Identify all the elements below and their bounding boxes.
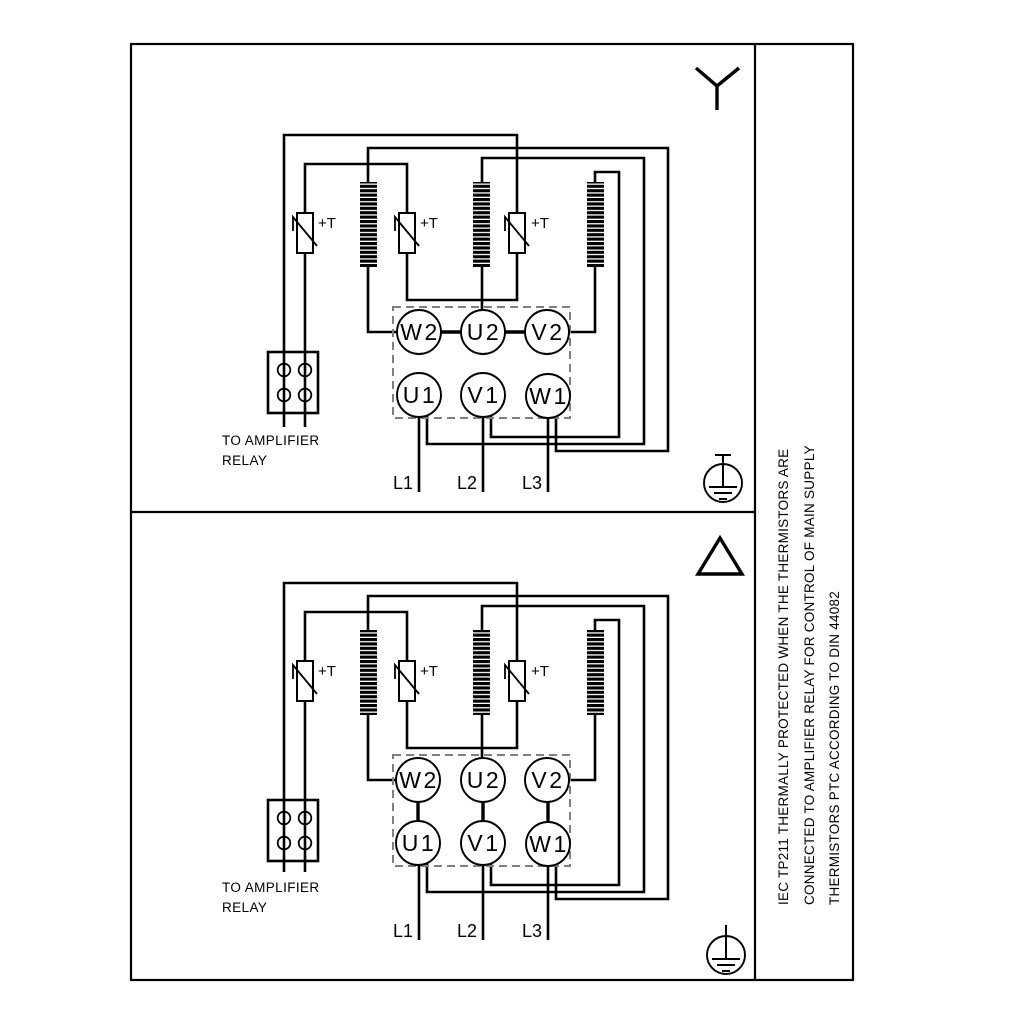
thermistor-label: +T [531, 215, 549, 232]
terminal-label: U2 [466, 319, 502, 345]
wire-winding3-to-v2 [569, 715, 595, 780]
side-note-line: THERMISTORS PTC ACCORDING TO DIN 44082 [827, 590, 842, 905]
thermistor-body [509, 661, 525, 701]
side-note [771, 445, 848, 905]
thermistor-label: +T [420, 215, 438, 232]
terminal-label: U1 [402, 382, 438, 408]
thermistor [505, 213, 549, 253]
wire-thermistor-link-1-2 [305, 612, 407, 661]
thermistor-label: +T [420, 663, 438, 680]
thermistor-label: +T [318, 215, 336, 232]
terminal-label: W1 [529, 831, 569, 857]
supply-label-l3: L3 [521, 921, 542, 941]
terminal-label: W2 [400, 319, 440, 345]
supply-label-l1: L1 [392, 473, 413, 493]
thermistor-label: +T [531, 663, 549, 680]
thermistor-body [297, 213, 313, 253]
delta-connection-icon [698, 538, 742, 574]
earth-ground-icon [707, 925, 745, 974]
thermistor [395, 213, 438, 253]
wire-thermistor-link-1-2 [305, 164, 407, 213]
ground-marks [709, 455, 737, 499]
star-panel [222, 68, 742, 502]
ground-marks [712, 925, 740, 971]
thermistor [293, 213, 336, 253]
terminal-label: V1 [467, 382, 501, 408]
terminal-label: V2 [531, 767, 565, 793]
motor-winding-coil [360, 182, 377, 267]
relay-caption-line2: RELAY [222, 453, 268, 468]
supply-label-l1: L1 [392, 921, 413, 941]
supply-label-l2: L2 [456, 473, 477, 493]
terminal-label: V2 [531, 319, 565, 345]
supply-label-l2: L2 [456, 921, 477, 941]
wire-thermistor-link-2-3 [407, 253, 517, 300]
relay-caption-line2: RELAY [222, 900, 268, 915]
wire-thermistor-link-2-3 [407, 701, 517, 748]
relay-connector [268, 800, 318, 861]
star-connection-icon [696, 68, 739, 110]
motor-winding-coil [360, 630, 377, 715]
wire-winding3-to-v2 [569, 267, 595, 332]
motor-winding-coil [587, 630, 604, 715]
thermistor [505, 661, 549, 701]
earth-ground-icon [704, 455, 742, 502]
supply-label-l3: L3 [521, 473, 542, 493]
motor-winding-coil [473, 630, 490, 715]
terminal-label: W2 [399, 767, 439, 793]
thermistor-label: +T [318, 663, 336, 680]
thermistor-body [399, 661, 415, 701]
terminal-label: U2 [466, 767, 502, 793]
relay-caption-line1: TO AMPLIFIER [222, 433, 320, 448]
thermistor [395, 661, 438, 701]
thermistor-body [297, 661, 313, 701]
terminal-label: U1 [401, 830, 437, 856]
side-note-line: CONNECTED TO AMPLIFIER RELAY FOR CONTROL OF MAIN SUPPLY [801, 445, 817, 905]
side-note-line: IEC TP211 THERMALLY PROTECTED WHEN THE THERMISTORS ARE [776, 448, 791, 905]
motor-winding-coil [587, 182, 604, 267]
thermistor [293, 661, 336, 701]
terminal-label: W1 [529, 383, 569, 409]
motor-winding-coil [473, 182, 490, 267]
relay-caption-line1: TO AMPLIFIER [222, 880, 320, 895]
terminal-label: V1 [467, 830, 501, 856]
delta-panel [222, 538, 745, 974]
relay-connector [268, 352, 318, 413]
thermistor-body [509, 213, 525, 253]
thermistor-body [399, 213, 415, 253]
